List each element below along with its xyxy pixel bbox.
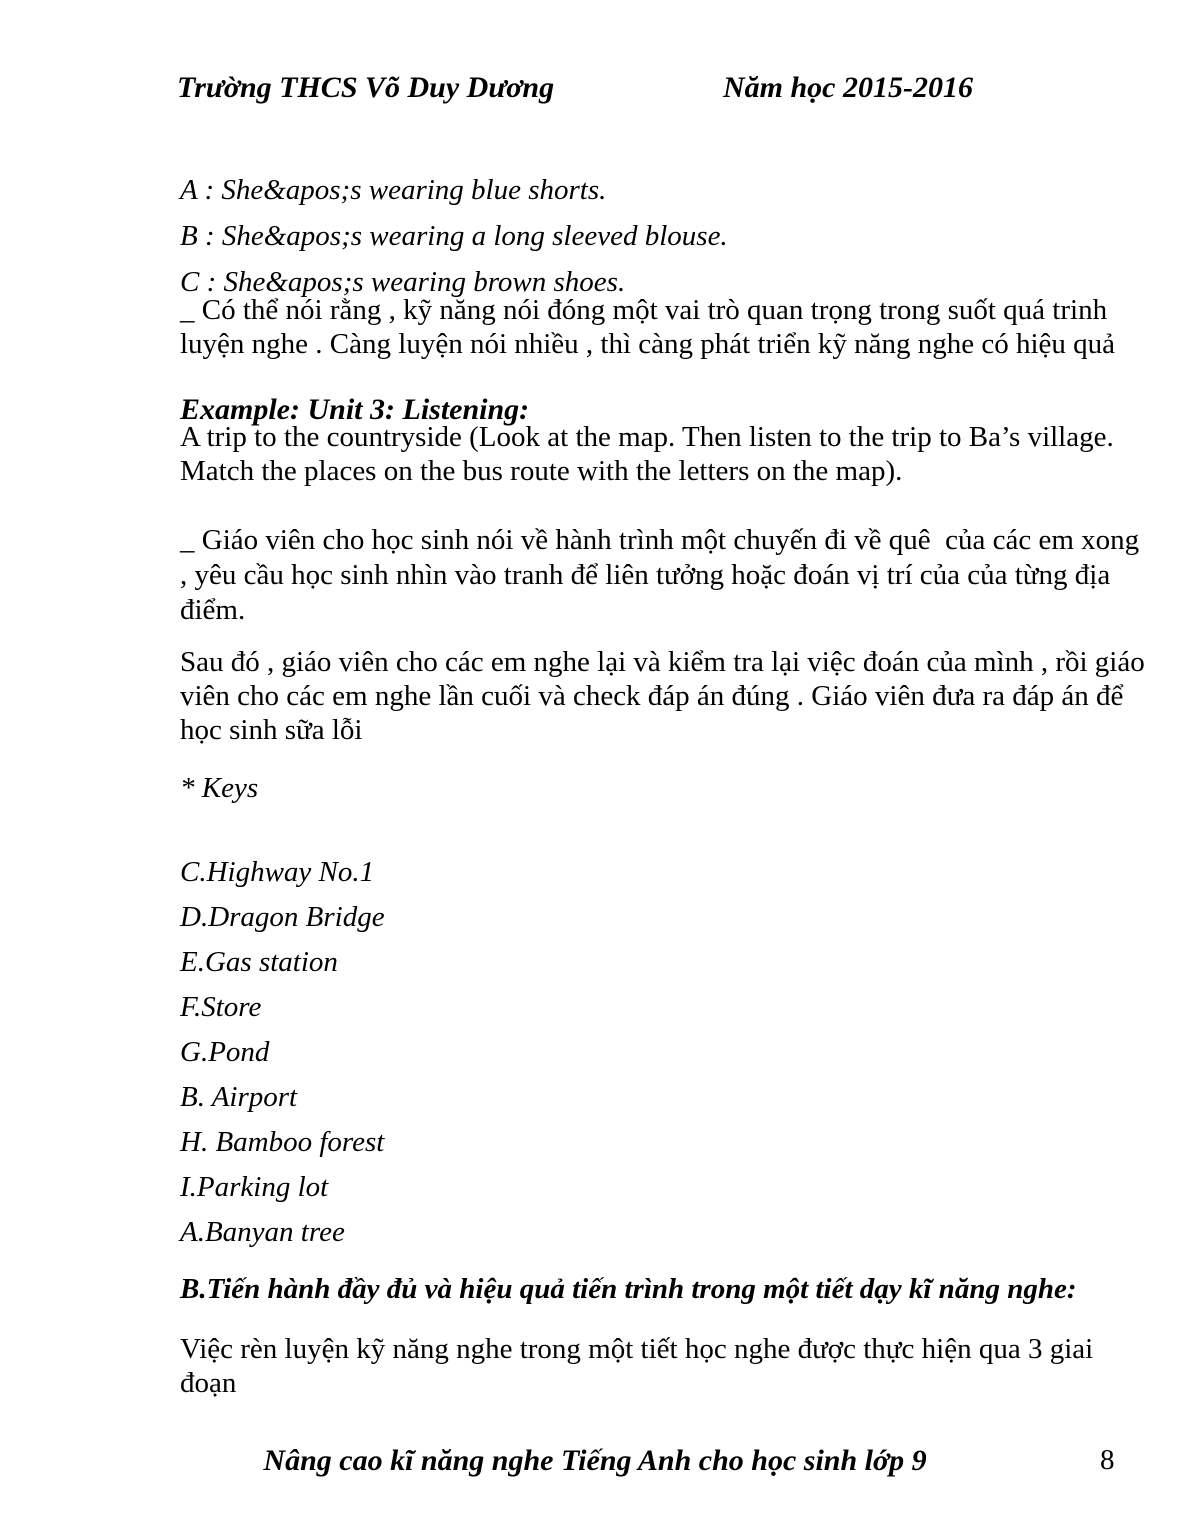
key-item: F.Store <box>180 991 262 1023</box>
page-number: 8 <box>1100 1444 1115 1476</box>
while-listening-line: học sinh sữa lỗi <box>180 714 363 746</box>
option-b: B : She&apos;s wearing a long sleeved blouse. <box>180 220 728 252</box>
pre-listening-line: , yêu cầu học sinh nhìn vào tranh để liên tưởng hoặc đoán vị trí của của từng địa <box>180 559 1111 591</box>
listening-task-line: A trip to the countryside (Look at the map. Then listen to the trip to Ba’s village. <box>180 421 1114 453</box>
header-school-name: Trường THCS Võ Duy Dương <box>177 71 555 104</box>
closing-line: đoạn <box>180 1367 237 1399</box>
speaking-note-paragraph <box>180 293 1116 361</box>
page-header <box>177 70 1190 106</box>
speaking-note-line: luyện nghe . Càng luyện nói nhiều , thì càng phát triển kỹ năng nghe có hiệu quả <box>180 328 1116 360</box>
while-listening-line: viên cho các em nghe lần cuối và check đáp án đúng . Giáo viên đưa ra đáp án để <box>180 680 1124 712</box>
key-item: A.Banyan tree <box>180 1216 345 1248</box>
key-item: E.Gas station <box>180 946 338 978</box>
keys-label: * Keys <box>180 772 259 804</box>
key-item: H. Bamboo forest <box>180 1126 385 1158</box>
footer-title: Nâng cao kĩ năng nghe Tiếng Anh cho học sinh lớp 9 <box>263 1444 927 1477</box>
example-heading: Example: Unit 3: Listening: <box>180 393 530 426</box>
key-item: I.Parking lot <box>180 1171 329 1203</box>
option-c: C : She&apos;s wearing brown shoes. <box>180 266 626 298</box>
while-listening-paragraph <box>180 645 1145 747</box>
header-school-year: Năm học 2015-2016 <box>723 71 973 104</box>
key-item: D.Dragon Bridge <box>180 901 385 933</box>
listening-task-paragraph <box>180 420 1114 488</box>
key-item: B. Airport <box>180 1081 298 1113</box>
pre-listening-paragraph <box>180 523 1140 628</box>
keys-list <box>180 850 385 1255</box>
speaking-note-line: _ Có thể nói rằng , kỹ năng nói đóng một vai trò quan trọng trong suốt quá trinh <box>180 294 1108 326</box>
closing-line: Việc rèn luyện kỹ năng nghe trong một tiết học nghe được thực hiện qua 3 giai <box>180 1333 1094 1365</box>
option-a: A : She&apos;s wearing blue shorts. <box>180 174 607 206</box>
pre-listening-line: _ Giáo viên cho học sinh nói về hành trình một chuyến đi về quê của các em xong <box>180 524 1140 556</box>
section-b-heading: B.Tiến hành đầy đủ và hiệu quả tiến trình trong một tiết dạy kĩ năng nghe: <box>180 1273 1077 1305</box>
closing-paragraph <box>180 1332 1110 1400</box>
listening-task-line: Match the places on the bus route with the letters on the map). <box>180 455 903 487</box>
key-item: G.Pond <box>180 1036 270 1068</box>
pre-listening-line: điểm. <box>180 594 246 626</box>
while-listening-line: Sau đó , giáo viên cho các em nghe lại và kiểm tra lại việc đoán của mình , rồi giáo <box>180 646 1145 678</box>
key-item: C.Highway No.1 <box>180 856 375 888</box>
